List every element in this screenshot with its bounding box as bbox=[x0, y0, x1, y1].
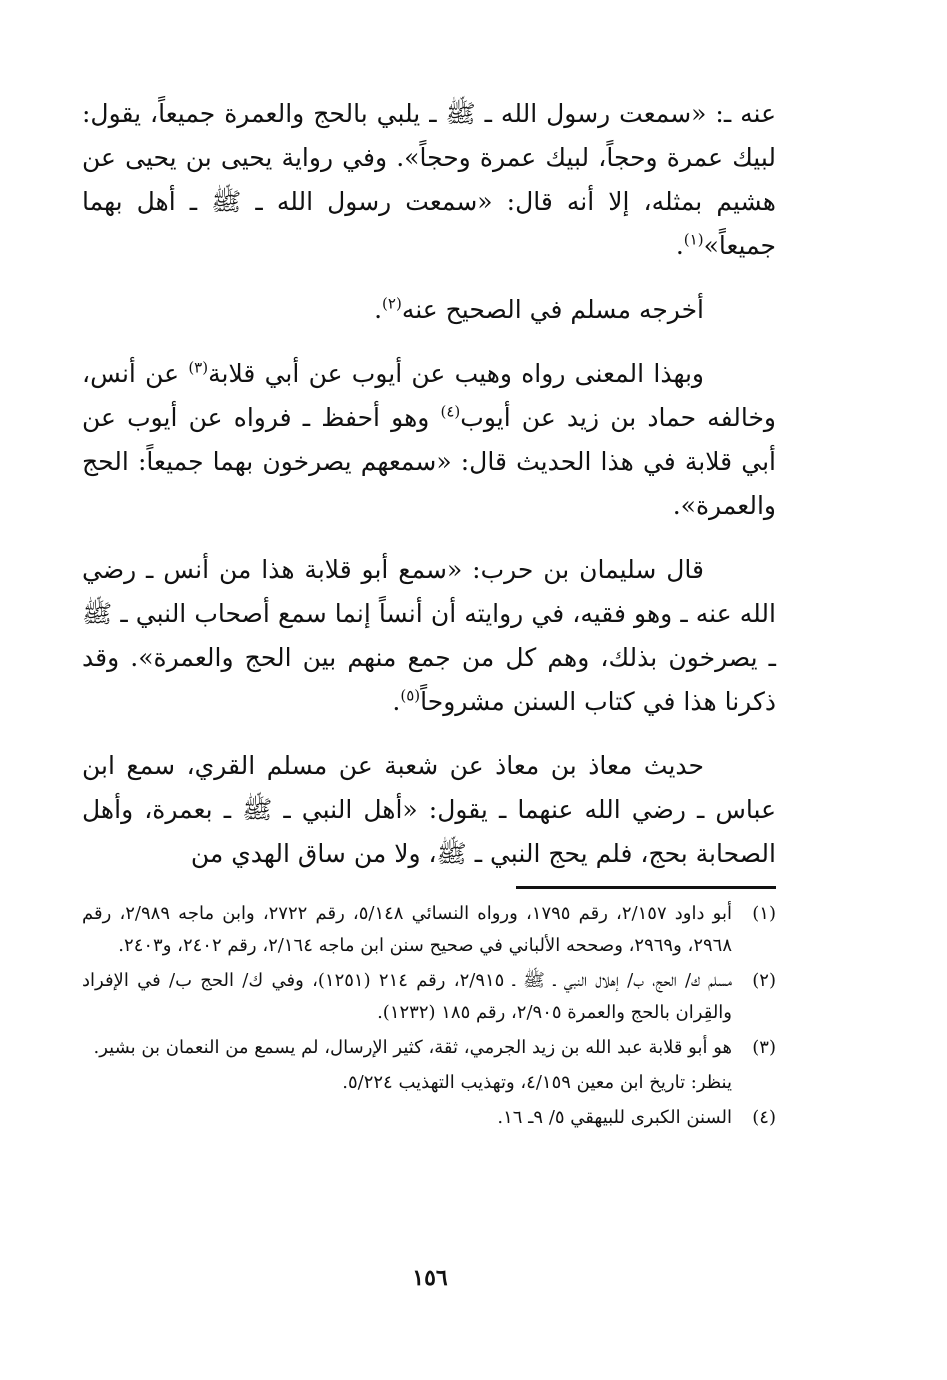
paragraph-text: حديث معاذ بن معاذ عن شعبة عن مسلم القري، سمع ابن عباس ـ رضي الله عنهما ـ يقول: «أهل النبي ـ ﷺ ـ بعمرة، وأهل الصحابة بحج، فلم يحج النبي ـ ﷺ، ولا من ساق الهدي من bbox=[82, 751, 776, 868]
footnote-divider bbox=[516, 886, 776, 889]
footnote-ref-3: (٣) bbox=[188, 358, 209, 377]
footnote-number: (٤) bbox=[752, 1107, 776, 1128]
page-number: ١٥٦ bbox=[412, 1265, 448, 1291]
footnote-number: (١) bbox=[752, 903, 776, 924]
paragraph-5 bbox=[82, 744, 776, 876]
footnote-number: (٣) bbox=[752, 1037, 776, 1058]
paragraph-2 bbox=[82, 288, 776, 332]
footnote-1 bbox=[82, 898, 776, 962]
paragraph-4 bbox=[82, 548, 776, 724]
paragraph-text: عنه ـ: «سمعت رسول الله ـ ﷺ ـ يلبي بالحج والعمرة جميعاً، يقول: لبيك عمرة وحجاً، لبيك عمرة وحجاً». وفي رواية يحيى بن يحيى عن هشيم بمثله، إلا أنه قال: «سمعت رسول الله ـ ﷺ ـ أهل بهما جميعاً» bbox=[82, 99, 776, 260]
paragraph-text: أخرجه مسلم في الصحيح عنه bbox=[401, 295, 704, 324]
footnote-text: أبو داود ٢/١٥٧، رقم ١٧٩٥، ورواه النسائي ٥/١٤٨، رقم ٢٧٢٢، وابن ماجه ٢/٩٨٩، رقم ٢٩٦٨، و٢٩٦٩، وصححه الألباني في صحيح سنن ابن ماجه ٢/١٦٤، رقم ٢٤٠٢، و٢٤٠٣. bbox=[82, 903, 732, 956]
main-text bbox=[82, 92, 776, 876]
footnote-text: مسلم ك/ الحج، ب/ إهلال النبي ـ ﷺ ـ ٢/٩١٥، رقم ٢١٤ (١٢٥١)، وفي ك/ الحج ب/ في الإفراد والقِران بالحج والعمرة ٢/٩٠٥، رقم ١٨٥ (١٢٣٢). bbox=[82, 970, 733, 1023]
paragraph-text: . bbox=[675, 231, 684, 260]
footnote-ref-5: (٥) bbox=[400, 686, 421, 705]
paragraph-text: عن أنس، وخالفه حماد بن زيد عن أيوب bbox=[82, 359, 776, 432]
footnote-2 bbox=[82, 965, 776, 1029]
footnotes bbox=[82, 898, 776, 1137]
footnote-text: هو أبو قلابة عبد الله بن زيد الجرمي، ثقة، كثير الإرسال، لم يسمع من النعمان بن بشير. bbox=[93, 1037, 732, 1058]
footnote-number: (٢) bbox=[752, 970, 776, 991]
footnote-3-reference: ينظر: تاريخ ابن معين ٤/١٥٩، وتهذيب التهذيب ٥/٢٢٤. bbox=[342, 1072, 732, 1093]
paragraph-1 bbox=[82, 92, 776, 268]
paragraph-3 bbox=[82, 352, 776, 528]
footnote-ref-2: (٢) bbox=[382, 294, 402, 313]
paragraph-text: . bbox=[374, 295, 383, 324]
paragraph-text: قال سليمان بن حرب: «سمع أبو قلابة هذا من أنس ـ رضي الله عنه ـ وهو فقيه، في روايته أن أنساً إنما سمع أصحاب النبي ـ ﷺ ـ يصرخون بذلك، وهم كل من جمع منهم بين الحج والعمرة». وقد ذكرنا هذا في كتاب السنن مشروحاً bbox=[82, 555, 776, 716]
footnote-3 bbox=[82, 1032, 776, 1064]
footnote-ref-1: (١) bbox=[683, 230, 704, 249]
paragraph-text: وهو أحفظ ـ فرواه عن أيوب عن أبي قلابة في هذا الحديث قال: «سمعهم يصرخون بهما جميعاً: الحج والعمرة». bbox=[82, 403, 776, 520]
footnote-4 bbox=[82, 1102, 776, 1134]
footnote-text: السنن الكبرى للبيهقي ٥/ ٩ـ ١٦. bbox=[497, 1107, 732, 1128]
paragraph-text: . bbox=[392, 687, 401, 716]
paragraph-text: وبهذا المعنى رواه وهيب عن أيوب عن أبي قلابة bbox=[208, 359, 704, 388]
footnote-ref-4: (٤) bbox=[440, 402, 461, 421]
